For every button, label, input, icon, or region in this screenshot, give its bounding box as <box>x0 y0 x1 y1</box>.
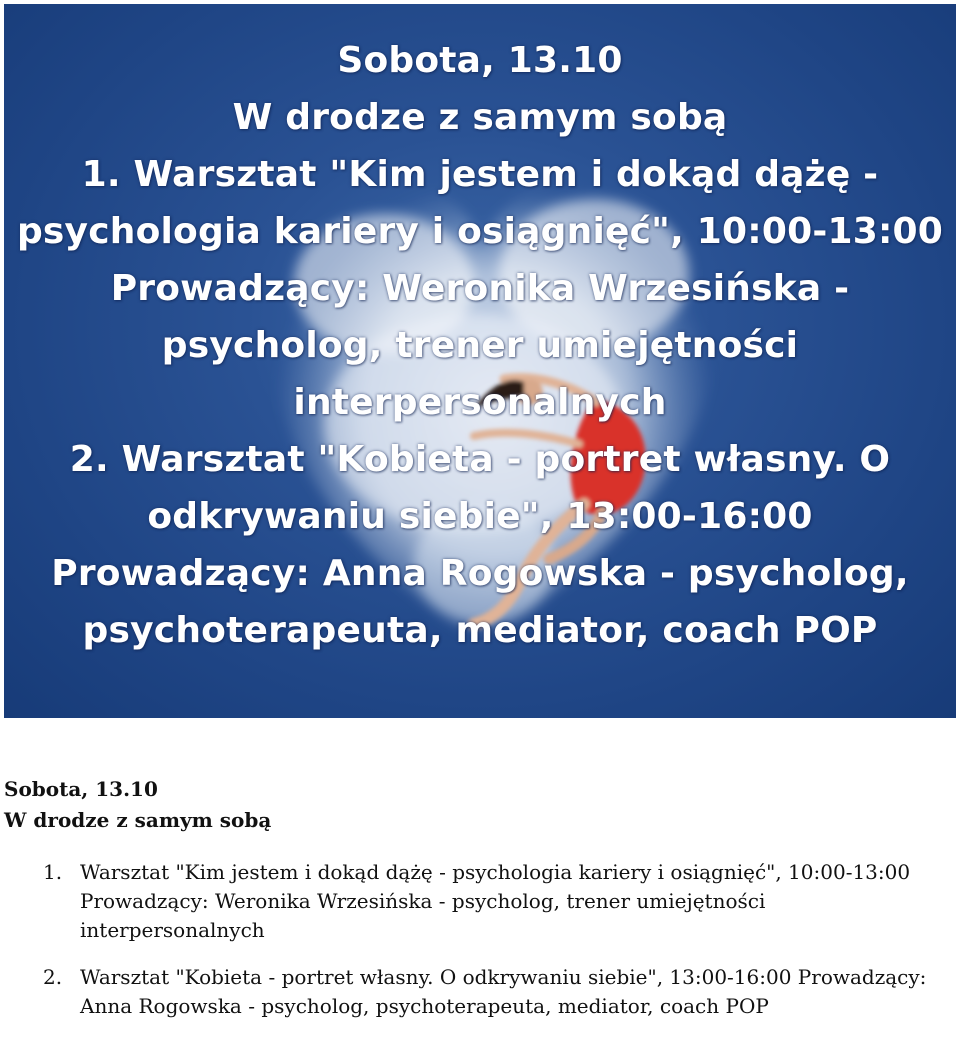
list-item <box>43 858 954 945</box>
banner-line-workshop2-a: 2. Warsztat "Kobieta - portret własny. O <box>69 439 891 480</box>
event-title: W drodze z samym sobą <box>4 808 272 832</box>
list-item <box>43 963 954 1021</box>
list-item-number: 2. <box>43 965 63 989</box>
banner-line-title: W drodze z samym sobą <box>232 97 728 138</box>
banner-line-workshop2-c: Prowadzący: Anna Rogowska - psycholog, <box>51 553 909 594</box>
event-banner-image <box>4 4 956 718</box>
banner-line-workshop1-a: 1. Warsztat "Kim jestem i dokąd dążę - <box>81 154 879 195</box>
banner-line-workshop1-c: Prowadzący: Weronika Wrzesińska - <box>110 268 850 309</box>
event-description <box>4 774 954 1039</box>
event-heading <box>4 774 954 836</box>
banner-line-workshop1-b: psychologia kariery i osiągnięć", 10:00-13:00 <box>16 211 944 252</box>
list-item-number: 1. <box>43 860 63 884</box>
banner-text-block <box>4 32 956 659</box>
banner-line-workshop1-d: psycholog, trener umiejętności <box>161 325 799 366</box>
workshop-list <box>4 858 954 1021</box>
banner-line-workshop2-d: psychoterapeuta, mediator, coach POP <box>82 610 878 651</box>
banner-line-date: Sobota, 13.10 <box>337 40 623 81</box>
banner-line-workshop1-e: interpersonalnych <box>293 382 667 423</box>
list-item-text: Warsztat "Kobieta - portret własny. O odkrywaniu siebie", 13:00-16:00 Prowadzący: Anna Rogowska - psycholog, psychoterapeuta, mediator, coach POP <box>80 965 927 1018</box>
list-item-text: Warsztat "Kim jestem i dokąd dążę - psychologia kariery i osiągnięć", 10:00-13:00 Prowadzący: Weronika Wrzesińska - psycholog, trener umiejętności interpersonalnych <box>80 860 911 942</box>
banner-line-workshop2-b: odkrywaniu siebie", 13:00-16:00 <box>147 496 813 537</box>
event-date: Sobota, 13.10 <box>4 777 158 801</box>
